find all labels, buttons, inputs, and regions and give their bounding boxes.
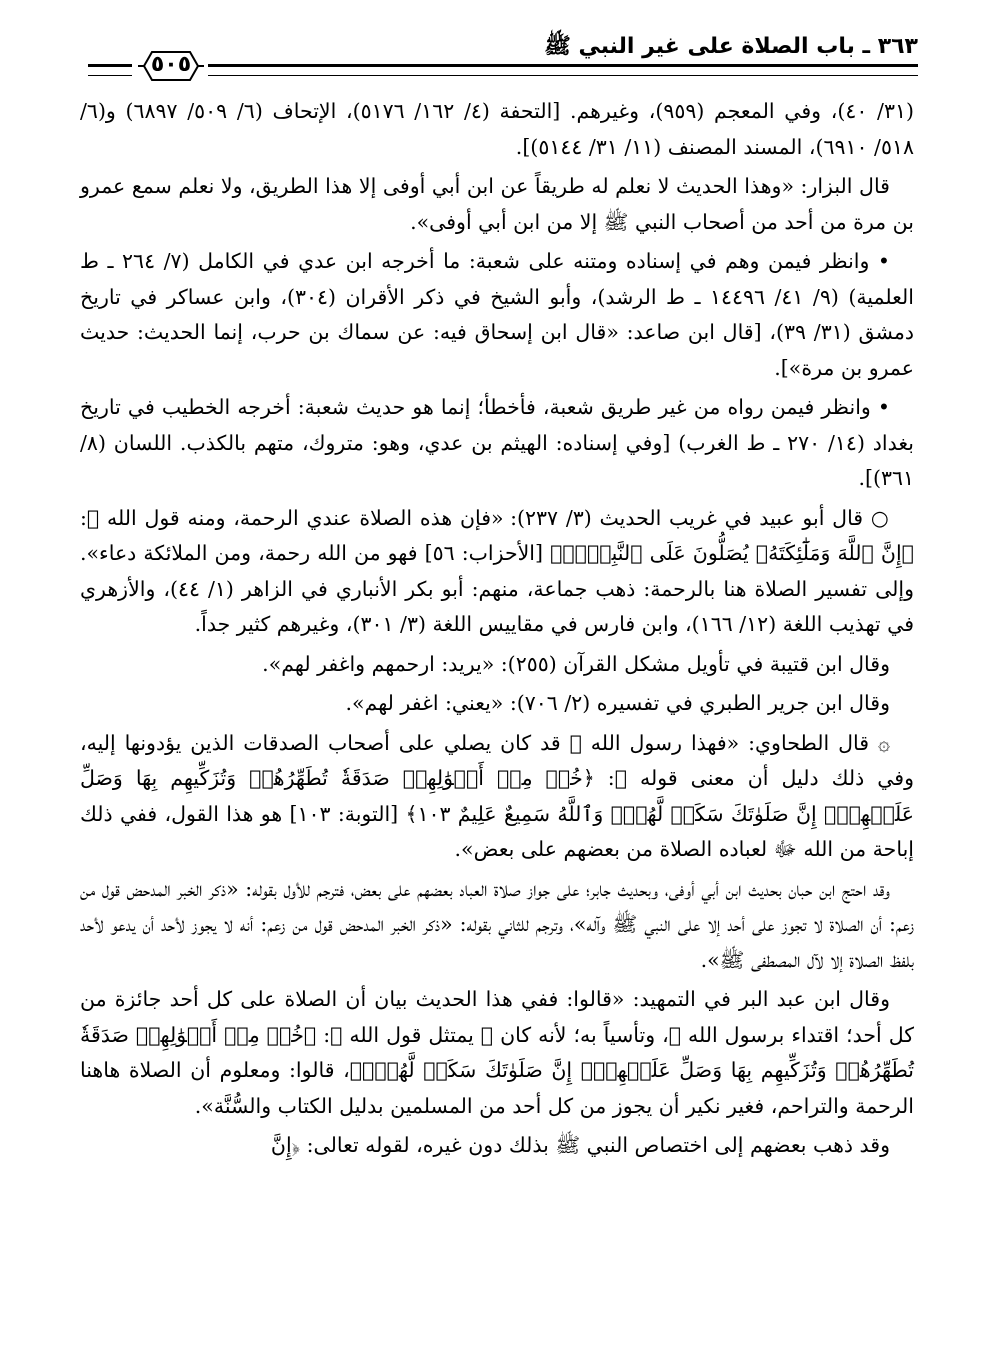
paragraph-11: وقد ذهب بعضهم إلى اختصاص النبي ﷺ بذلك دون غيره، لقوله تعالى: ﴿إِنَّ <box>270 1133 890 1157</box>
page-number-badge <box>136 46 206 86</box>
paragraph-1: (٣١/ ٤٠)، وفي المعجم (٩٥٩)، وغيرهم. [التحفة (٤/ ١٦٢/ ٥١٧٦)، الإتحاف (٦/ ٥٠٩/ ٦٨٩٧) و(٦/ ٥١٨/ ٦٩١٠)، المسند المصنف (١١/ ٣١/ ٥١٤٤)]. <box>80 99 915 159</box>
page-header <box>88 30 918 86</box>
running-title: ٣٦٣ ـ باب الصلاة على غير النبي ﷺ <box>544 34 918 59</box>
paragraph-10: وقال ابن عبد البر في التمهيد: «قالوا: ففي هذا الحديث بيان أن الصلاة على كل أحد جائزة من كل أحد؛ اقتداء برسول الله ﷺ، وتأسياً به؛ لأنه كان ﷺ يمتثل قول الله ﷻ: ﴿خُذۡ مِنۡ أَمۡوَٰلِهِمۡ صَدَقَةٗ تُطَهِّرُهُمۡ وَتُزَكِّيهِم بِهَا وَصَلِّ عَلَيۡهِمۡۖ إِنَّ صَلَوٰتَكَ سَكَنٞ لَّهُمۡۗ﴾، قالوا: ومعلوم أن الصلاة هاهنا الرحمة والتراحم، فغير نكير أن يجوز من كل أحد من المسلمين بدليل الكتاب والسُّنَّة». <box>80 987 914 1118</box>
header-rule-left <box>88 64 132 76</box>
paragraph-2: قال البزار: «وهذا الحديث لا نعلم له طريقاً عن ابن أبي أوفى إلا هذا الطريق، ولا نعلم سمع عمرو بن مرة من أحد من أصحاب النبي ﷺ إلا من ابن أبي أوفى». <box>80 174 914 234</box>
paragraph-3: • وانظر فيمن وهم في إسناده ومتنه على شعبة: ما أخرجه ابن عدي في الكامل (٧/ ٢٦٤ ـ ط العلمية) (٩/ ٤١/ ١٤٤٩٦ ـ ط الرشد)، وأبو الشيخ في ذكر الأقران (٣٠٤)، وابن عساكر في تاريخ دمشق (٣١/ ٣٩)، [قال ابن صاعد: «قال ابن إسحاق فيه: عن سماك بن حرب، إنما الحديث: حديث عمرو بن مرة»]. <box>80 249 914 380</box>
paragraph-9: وقد احتج ابن حبان بحديث ابن أبي أوفى، وبحديث جابر؛ على جواز صلاة العباد بعضهم على بعض، فترجم للأول بقوله: «ذكر الخبر المدحض قول من زعم: أن الصلاة لا تجوز على أحد إلا على النبي ﷺ وآله»، وترجم للثاني بقوله: «ذكر الخبر المدحض قول من زعم: أنه لا يجوز لأحد أن يدعو لأحد بلفظ الصلاة إلا لآل المصطفى ﷺ». <box>80 876 914 972</box>
paragraph-6: وقال ابن قتيبة في تأويل مشكل القرآن (٢٥٥): «يريد: ارحمهم واغفر لهم». <box>262 651 890 676</box>
paragraph-8: ۞ قال الطحاوي: «فهذا رسول الله ﷺ قد كان يصلي على أصحاب الصدقات الذين يؤدونها إليه، وفي ذلك دليل أن معنى قوله ﷻ: ﴿خُذۡ مِنۡ أَمۡوَٰلِهِمۡ صَدَقَةٗ تُطَهِّرُهُمۡ وَتُزَكِّيهِم بِهَا وَصَلِّ عَلَيۡهِمۡۖ إِنَّ صَلَوٰتَكَ سَكَنٞ لَّهُمۡۗ وَٱللَّهُ سَمِيعٌ عَلِيمٌ ١٠٣﴾ [التوبة: ١٠٣] هو هذا القول، ففي ذلك إباحة من الله ﷻ لعباده الصلاة من بعضهم على بعض». <box>80 730 914 861</box>
paragraph-5: ○ قال أبو عبيد في غريب الحديث (٣/ ٢٣٧): «فإن هذه الصلاة عندي الرحمة، ومنه قول الله ﷻ: ﴿إِنَّ ٱللَّهَ وَمَلَٰٓئِكَتَهُۥ يُصَلُّونَ عَلَى ٱلنَّبِيِّۚ﴾ [الأحزاب: ٥٦] فهو من الله رحمة، ومن الملائكة دعاء». وإلى تفسير الصلاة هنا بالرحمة: ذهب جماعة، منهم: أبو بكر الأنباري في الزاهر (١/ ٤٤)، والأزهري في تهذيب اللغة (١٢/ ١٦٦)، وابن فارس في مقاييس اللغة (٣/ ٣٠١)، وغيرهم كثير جداً. <box>80 505 915 636</box>
header-rule <box>208 64 918 76</box>
paragraph-4: • وانظر فيمن رواه من غير طريق شعبة، فأخطأ؛ إنما هو حديث شعبة: أخرجه الخطيب في تاريخ بغداد (١٤/ ٢٧٠ ـ ط الغرب) [وفي إسناده: الهيثم بن عدي، وهو: متروك، متهم بالكذب. اللسان (٨/ ٣٦١)]. <box>80 395 914 490</box>
paragraph-7: وقال ابن جرير الطبري في تفسيره (٢/ ٧٠٦): «يعني: اغفر لهم». <box>345 691 890 715</box>
main-text <box>80 94 914 1168</box>
page-number: ٥٠٥ <box>150 52 192 77</box>
